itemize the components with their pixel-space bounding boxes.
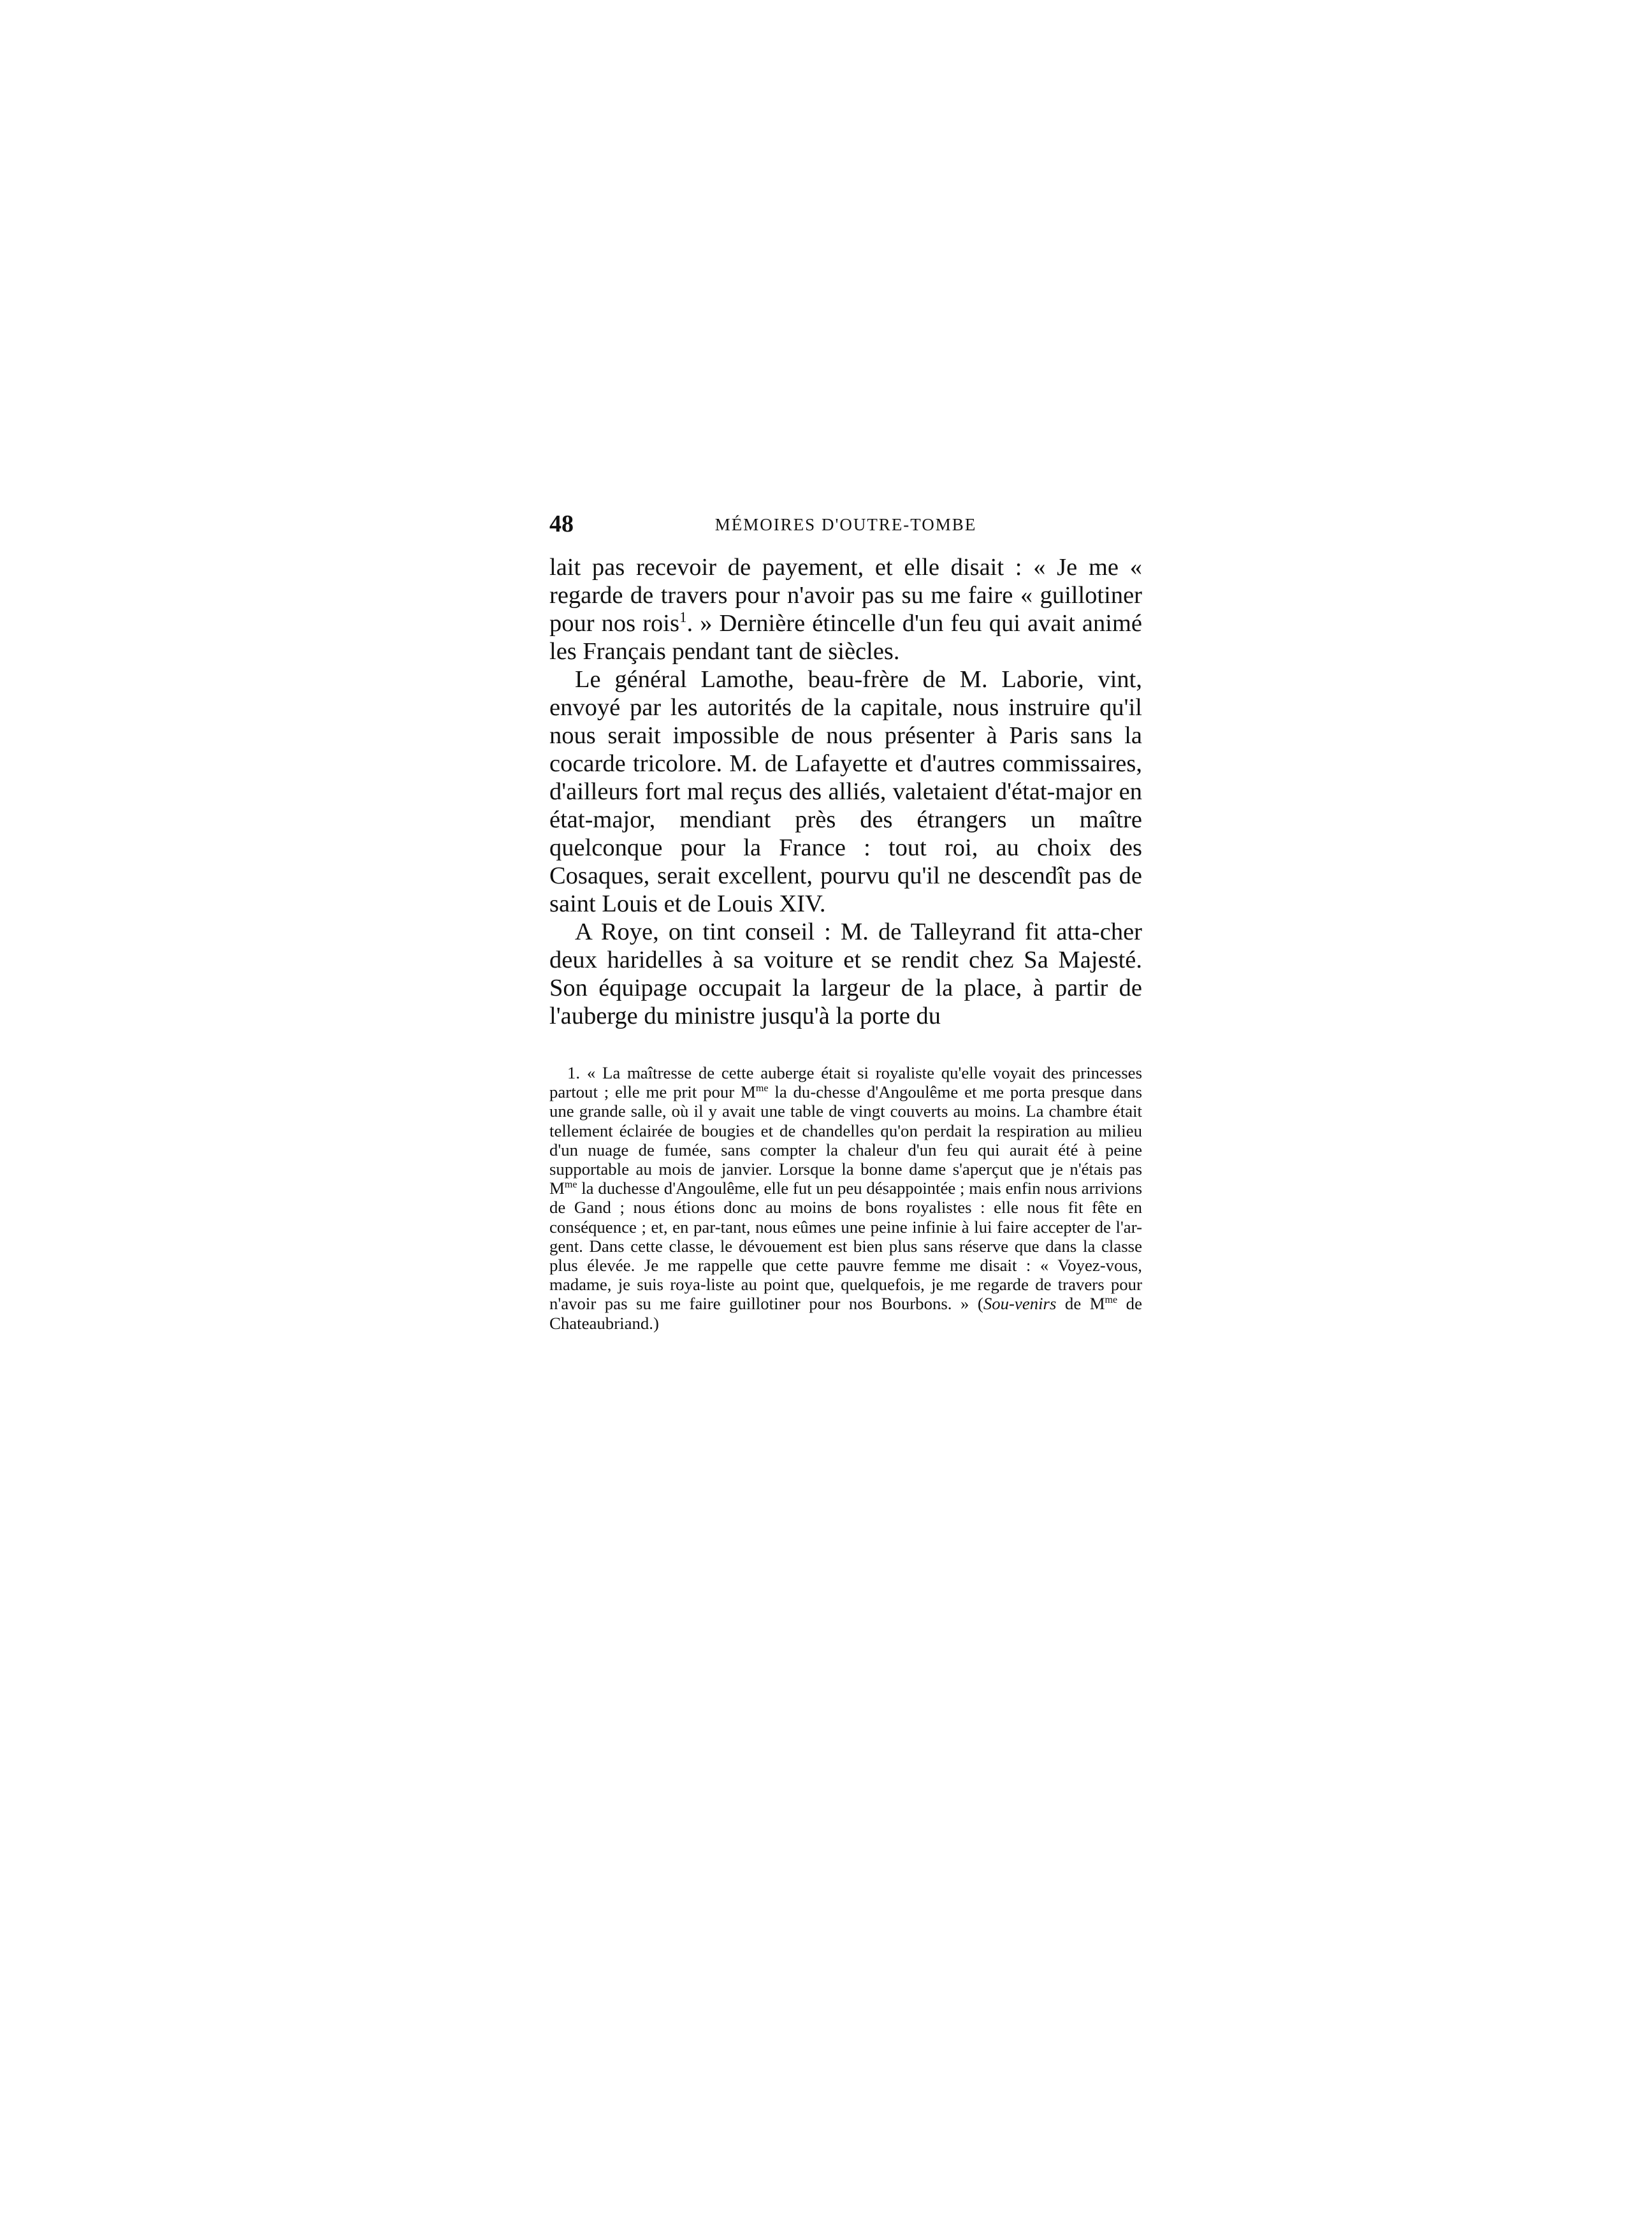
footnote-sup-3: me: [1105, 1295, 1118, 1306]
page-number: 48: [549, 511, 574, 537]
footnote-1: [549, 1063, 1142, 1333]
footnote-text-4: de M: [1056, 1294, 1105, 1314]
paragraph-1-text: lait pas recevoir de payement, et elle disait : « Je me « regarde de travers pour n'avoir pas su me faire « guillotiner pour nos rois: [549, 554, 1142, 637]
main-text: [549, 553, 1142, 1030]
paragraph-2: Le général Lamothe, beau-frère de M. Laborie, vint, envoyé par les autorités de la capitale, nous instruire qu'il nous serait impossible de nous présenter à Paris sans la cocarde tricolore. M. de Lafayette et d'autres commissaires, d'ailleurs fort mal reçus des alliés, valetaient d'état-major en état-major, mendiant près des étrangers un maître quelconque pour la France : tout roi, au choix des Cosaques, serait excellent, pourvu qu'il ne descendît pas de saint Louis et de Louis XIV.: [549, 666, 1142, 917]
paragraph-1-text-after: . » Dernière étincelle d'un feu qui avait animé les Français pendant tant de siècles.: [549, 610, 1142, 665]
running-title: MÉMOIRES D'OUTRE-TOMBE: [714, 515, 977, 534]
footnote-text-2: la du-chesse d'Angoulême et me porta presque dans une grande salle, où il y avait une table de vingt couverts au moins. La chambre était tellement éclairée de bougies et de chandelles qu'on perdait la respiration au milieu d'un nuage de fumée, sans compter la chaleur d'un feu qui aurait été à peine supportable au mois de janvier. Lorsque la bonne dame s'aperçut que je n'étais pas M: [549, 1082, 1142, 1198]
footnote-text-3: la duchesse d'Angoulême, elle fut un peu désappointée ; mais enfin nous arrivions de Gand ; nous étions donc au moins de bons royalistes : elle nous fit fête en conséquence ; et, en par-tant, nous eûmes une peine infinie à lui faire accepter de l'ar-gent. Dans cette classe, le dévouement est bien plus sans réserve que dans la classe plus élevée. Je me rappelle que cette pauvre femme me disait : « Voyez-vous, madame, je suis roya-liste au point que, quelquefois, je me regarde de travers pour n'avoir pas su me faire guillotiner pour nos Bourbons. » (: [549, 1179, 1142, 1314]
paragraph-1: [549, 553, 1142, 665]
footnote-sup-2: me: [564, 1179, 577, 1191]
footnote-text-1: « La maîtresse de cette auberge était si royaliste qu'elle voyait des princesses partout ; elle me prit pour M: [549, 1063, 1143, 1102]
footnote-number: 1.: [567, 1063, 581, 1082]
footnote-ref-1: 1: [679, 609, 687, 626]
book-page: [549, 510, 1142, 1333]
running-head: [549, 510, 1142, 548]
footnote-text-5: de Chateaubriand.): [549, 1294, 1142, 1333]
footnote-block: [549, 1063, 1142, 1333]
footnote-source-title: Sou-venirs: [983, 1294, 1057, 1314]
footnote-sup-1: me: [755, 1083, 769, 1094]
paragraph-3: A Roye, on tint conseil : M. de Talleyrand fit atta-cher deux haridelles à sa voiture et se rendit chez Sa Majesté. Son équipage occupait la largeur de la place, à partir de l'auberge du ministre jusqu'à la porte du: [549, 918, 1142, 1029]
